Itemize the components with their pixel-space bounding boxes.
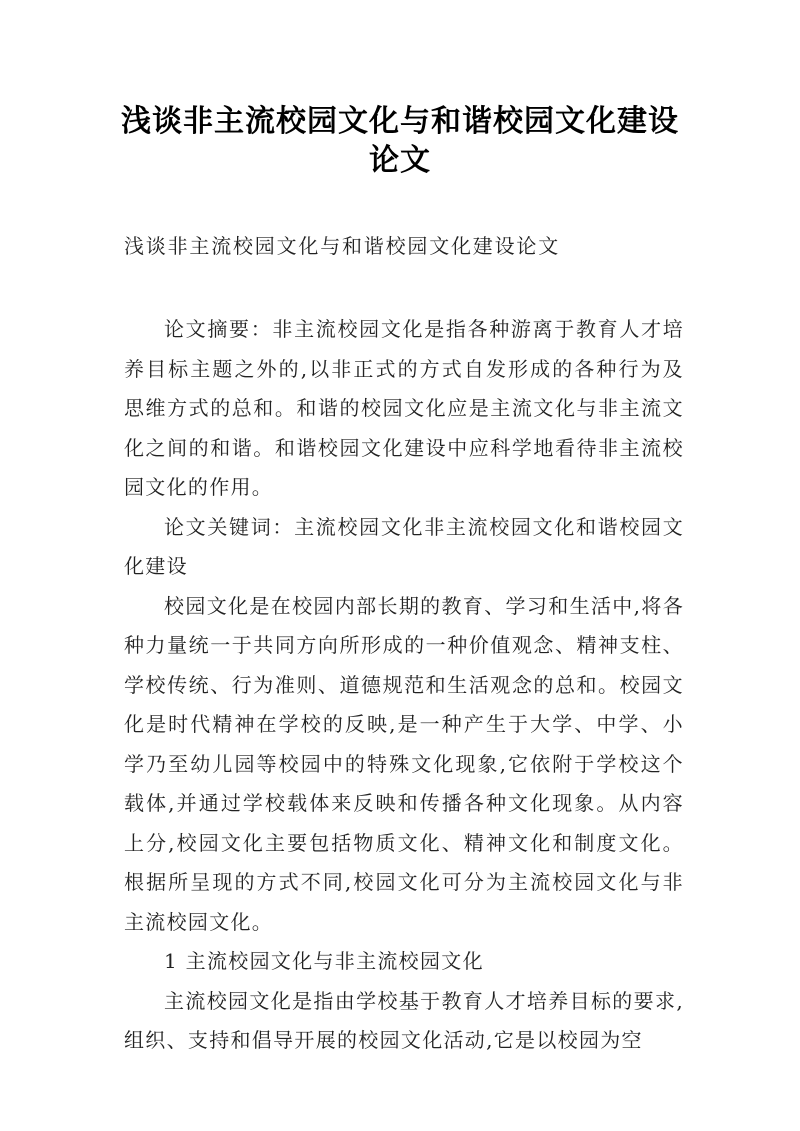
section-heading-1: 1 主流校园文化与非主流校园文化	[164, 949, 484, 973]
document-title-line-2: 论文	[369, 143, 431, 178]
document-body	[124, 310, 684, 1061]
document-title-line-1: 浅谈非主流校园文化与和谐校园文化建设	[121, 104, 679, 139]
section-paragraph-1: 主流校园文化是指由学校基于教育人才培养目标的要求,组织、支持和倡导开展的校园文化活动,它是以校园为空	[124, 988, 684, 1052]
intro-paragraph: 校园文化是在校园内部长期的教育、学习和生活中,将各种力量统一于共同方向所形成的一种价值观念、精神支柱、学校传统、行为准则、道德规范和生活观念的总和。校园文化是时代精神在学校的反映,是一种产生于大学、中学、小学乃至幼儿园等校园中的特殊文化现象,它依附于学校这个载体,并通过学校载体来反映和传播各种文化现象。从内容上分,校园文化主要包括物质文化、精神文化和制度文化。根据所呈现的方式不同,校园文化可分为主流校园文化与非主流校园文化。	[124, 593, 684, 934]
document-subtitle: 浅谈非主流校园文化与和谐校园文化建设论文	[124, 234, 560, 258]
abstract-paragraph: 论文摘要：非主流校园文化是指各种游离于教育人才培养目标主题之外的,以非正式的方式自发形成的各种行为及思维方式的总和。和谐的校园文化应是主流文化与非主流文化之间的和谐。和谐校园文化建设中应科学地看待非主流校园文化的作用。	[124, 317, 684, 499]
keywords-paragraph: 论文关键词：主流校园文化非主流校园文化和谐校园文化建设	[124, 514, 684, 578]
